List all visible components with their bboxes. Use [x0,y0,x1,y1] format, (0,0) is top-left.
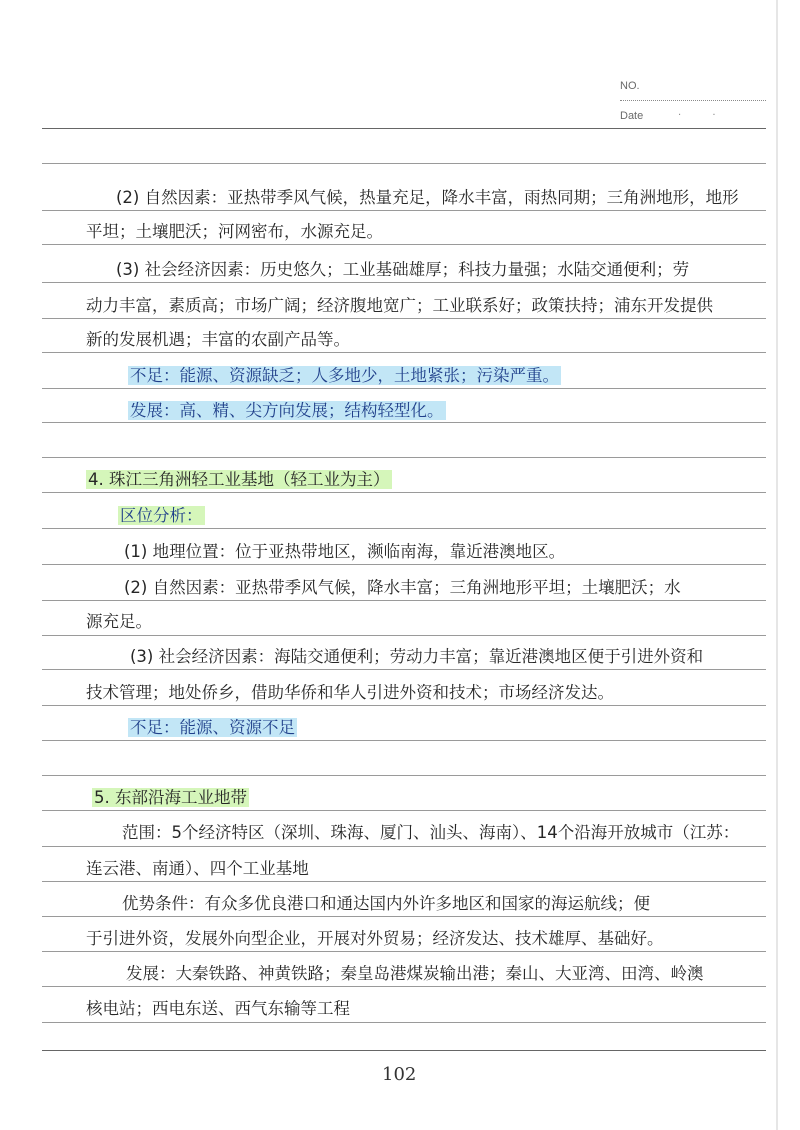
section-heading-5 [92,788,249,808]
subheading-location-analysis [118,506,205,526]
ruled-line [42,282,766,283]
note-line: 范围：5个经济特区（深圳、珠海、厦门、汕头、海南）、14个沿海开放城市（江苏： [122,823,740,842]
note-line: 动力丰富，素质高；市场广阔；经济腹地宽广；工业联系好；政策扶持；浦东开发提供 [86,296,713,315]
page-number: 102 [382,1064,417,1085]
note-line: (2) 自然因素：亚热带季风气候，降水丰富；三角洲地形平坦；土壤肥沃；水 [124,578,681,597]
ruled-line [42,163,766,164]
ruled-line [42,740,766,741]
no-label: NO. [620,80,640,92]
ruled-line [42,635,766,636]
ruled-line [42,388,766,389]
section-heading-4 [86,470,392,490]
ruled-line [42,600,766,601]
date-dots: · · [678,110,730,121]
note-line: (1) 地理位置：位于亚热带地区，濒临南海，靠近港澳地区。 [124,542,566,561]
page-edge-shadow [776,0,778,1130]
note-line: 连云港、南通）、四个工业基地 [86,859,309,878]
note-text: 不足：能源、资源不足 [130,718,295,737]
note-text: 发展：高、精、尖方向发展；结构轻型化。 [130,401,444,420]
ruled-line [42,881,766,882]
heading-text: 4. 珠江三角洲轻工业基地（轻工业为主） [88,470,390,489]
ruled-line [42,352,766,353]
ruled-line [42,492,766,493]
ruled-line [42,916,766,917]
note-line-shortcoming [128,366,561,386]
ruled-line [42,705,766,706]
note-line: 发展：大秦铁路、神黄铁路；秦皇岛港煤炭输出港；秦山、大亚湾、田湾、岭澳 [126,964,704,983]
ruled-line [42,775,766,776]
no-dotted-line [620,100,766,101]
date-label: Date [620,110,644,122]
ruled-line [42,457,766,458]
ruled-line [42,128,766,129]
note-line: 技术管理；地处侨乡，借助华侨和华人引进外资和技术；市场经济发达。 [86,683,614,702]
ruled-line [42,210,766,211]
note-line: (2) 自然因素：亚热带季风气候，热量充足，降水丰富，雨热同期；三角洲地形，地形 [116,188,739,207]
ruled-line [42,564,766,565]
note-line: (3) 社会经济因素：海陆交通便利；劳动力丰富；靠近港澳地区便于引进外资和 [130,647,704,666]
note-line-shortcoming [128,718,297,738]
note-line: 平坦；土壤肥沃；河网密布，水源充足。 [86,222,383,241]
ruled-line [42,244,766,245]
note-line: 优势条件：有众多优良港口和通达国内外许多地区和国家的海运航线；便 [122,894,650,913]
ruled-line [42,951,766,952]
heading-text: 5. 东部沿海工业地带 [94,788,247,807]
note-line: 源充足。 [86,612,152,631]
ruled-line [42,318,766,319]
note-line: 核电站；西电东送、西气东输等工程 [86,999,350,1018]
ruled-line [42,669,766,670]
ruled-line [42,810,766,811]
ruled-line [42,986,766,987]
ruled-line [42,422,766,423]
ruled-line [42,846,766,847]
note-line: 新的发展机遇；丰富的农副产品等。 [86,330,350,349]
ruled-line [42,1050,766,1051]
note-line: 于引进外资，发展外向型企业，开展对外贸易；经济发达、技术雄厚、基础好。 [86,929,664,948]
ruled-line [42,528,766,529]
note-text: 不足：能源、资源缺乏；人多地少，土地紧张；污染严重。 [130,366,559,385]
note-line: (3) 社会经济因素：历史悠久；工业基础雄厚；科技力量强；水陆交通便利；劳 [116,260,690,279]
note-line-development [128,401,446,421]
heading-text: 区位分析： [120,506,203,525]
ruled-line [42,1022,766,1023]
